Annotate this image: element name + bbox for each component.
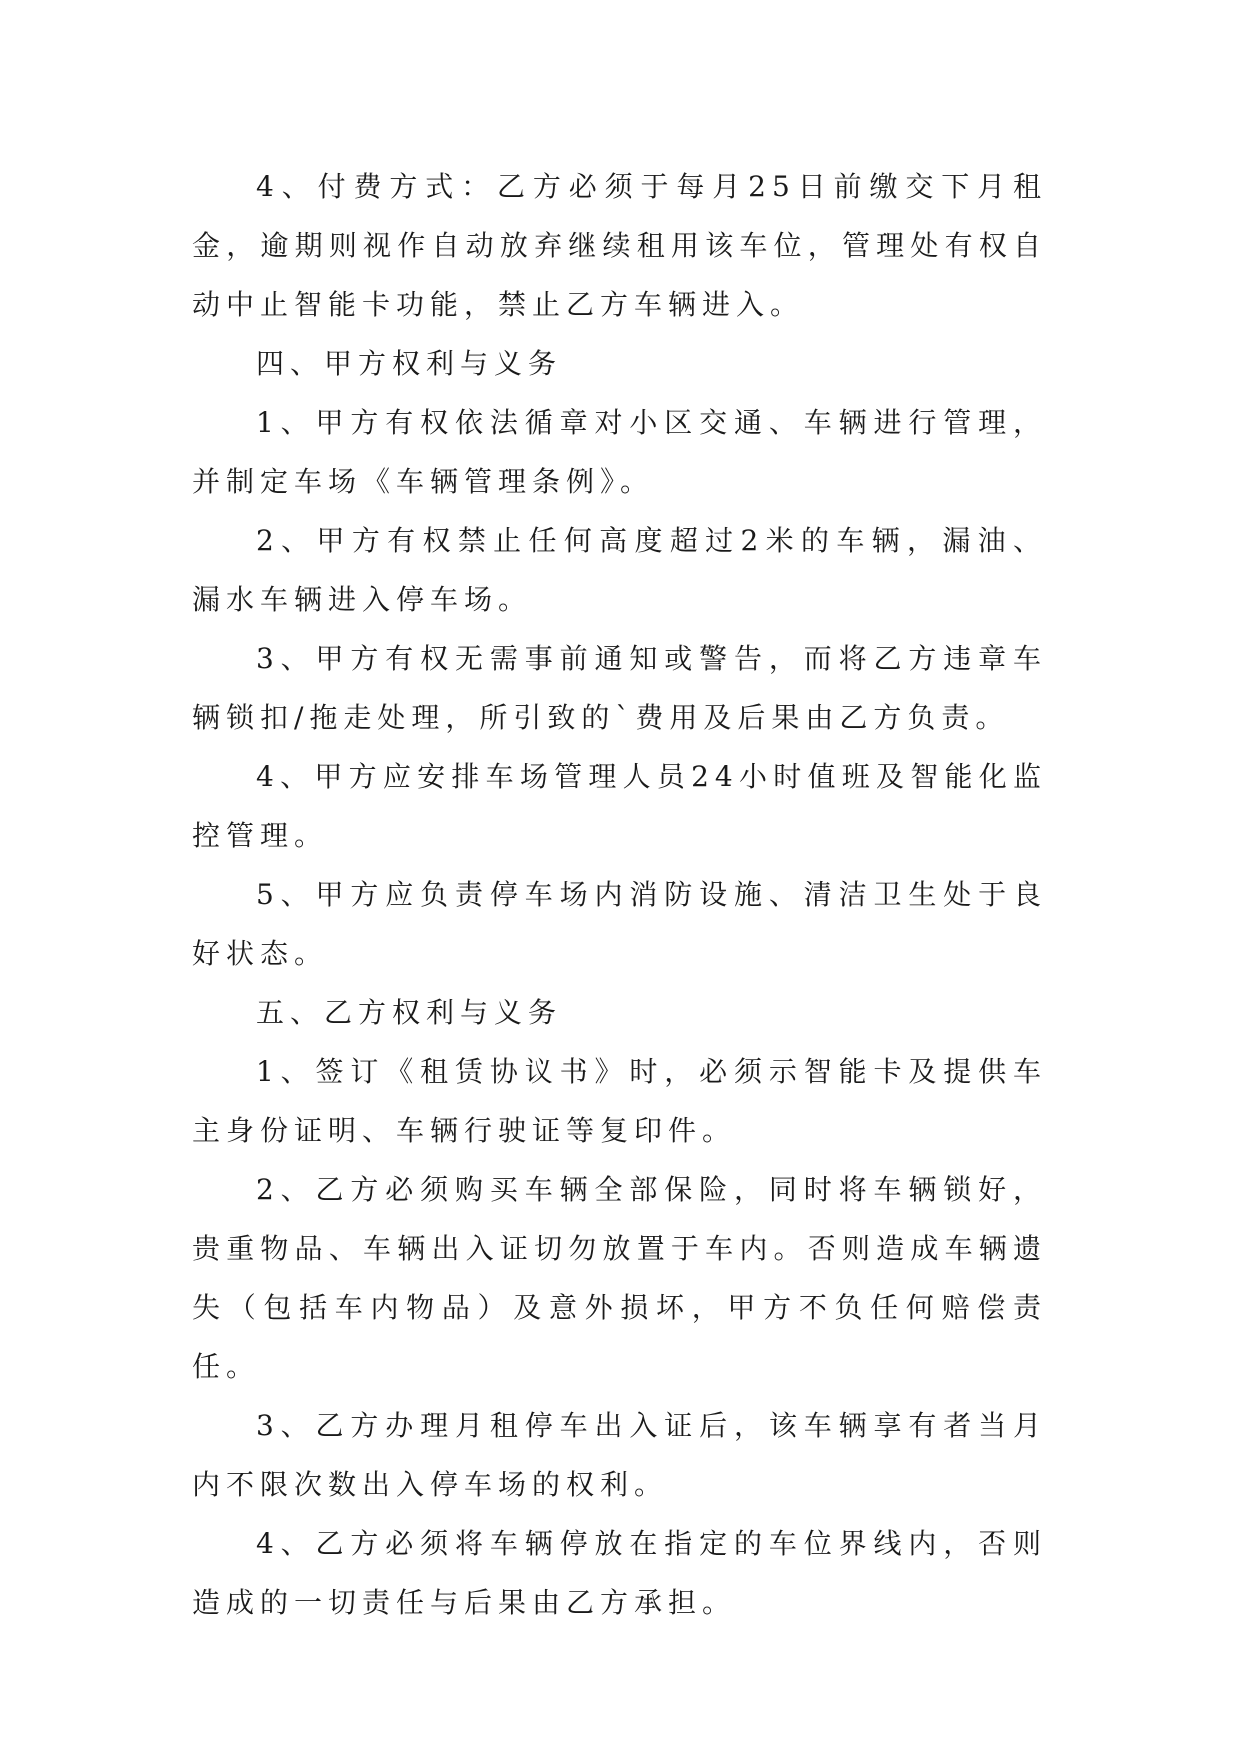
- clause-a-5: 5、甲方应负责停车场内消防设施、清洁卫生处于良好状态。: [192, 878, 1047, 970]
- clause-a-1: 1、甲方有权依法循章对小区交通、车辆进行管理，并制定车场《车辆管理条例》。: [192, 406, 1047, 498]
- clause-b-1: 1、签订《租赁协议书》时，必须示智能卡及提供车主身份证明、车辆行驶证等复印件。: [192, 1055, 1047, 1147]
- clause-b-2: 2、乙方必须购买车辆全部保险，同时将车辆锁好，贵重物品、车辆出入证切勿放置于车内。否则造成车辆遗失（包括车内物品）及意外损坏，甲方不负任何赔偿责任。: [192, 1173, 1047, 1383]
- clause-payment-method: 4、付费方式：乙方必须于每月25日前缴交下月租金，逾期则视作自动放弃继续租用该车位，管理处有权自动中止智能卡功能，禁止乙方车辆进入。: [192, 170, 1047, 321]
- clause-a-2: 2、甲方有权禁止任何高度超过2米的车辆，漏油、漏水车辆进入停车场。: [192, 524, 1047, 616]
- clause-a-3: 3、甲方有权无需事前通知或警告，而将乙方违章车辆锁扣/拖走处理，所引致的`费用及后果由乙方负责。: [192, 642, 1047, 734]
- document-body: [192, 157, 1047, 1632]
- clause-a-4: 4、甲方应安排车场管理人员24小时值班及智能化监控管理。: [192, 760, 1047, 852]
- clause-b-4: 4、乙方必须将车辆停放在指定的车位界线内，否则造成的一切责任与后果由乙方承担。: [192, 1527, 1047, 1619]
- clause-b-3: 3、乙方办理月租停车出入证后，该车辆享有者当月内不限次数出入停车场的权利。: [192, 1409, 1047, 1501]
- section-heading-party-a: 四、甲方权利与义务: [256, 347, 563, 380]
- section-heading-party-b: 五、乙方权利与义务: [256, 996, 563, 1029]
